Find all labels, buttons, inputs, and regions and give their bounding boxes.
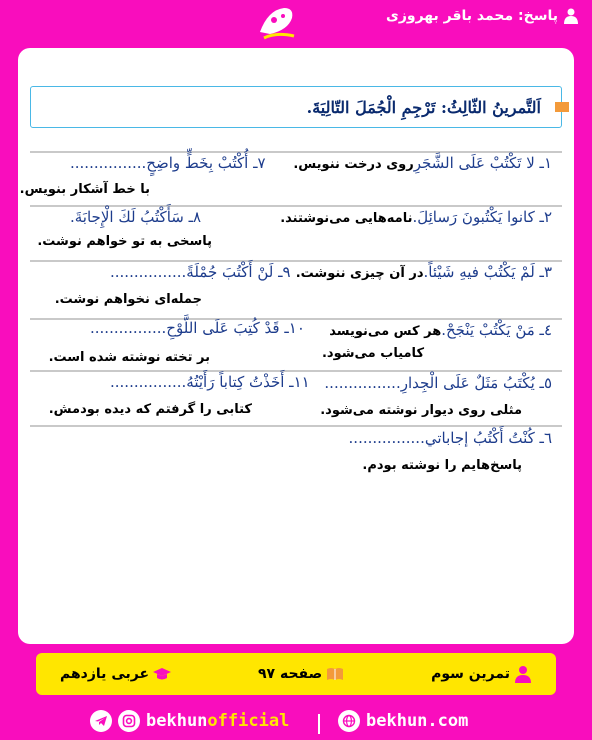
- answer-dots: ...............: [110, 373, 182, 391]
- persian-translation: نامه‌هایی می‌نوشتند.: [280, 211, 413, 226]
- row-divider: [30, 425, 562, 427]
- arabic-sentence: ٢ـ كانوا يَكْتُبونَ رَسائِلَ.: [412, 208, 552, 226]
- user-icon: [564, 8, 578, 24]
- translation-6: پاسخ‌هایم را نوشته بودم.: [362, 458, 522, 473]
- author-credit: [386, 8, 578, 24]
- persian-translation: در آن چیزی ننوشت.: [295, 266, 424, 281]
- exercise-5: [324, 373, 552, 392]
- open-book-icon: [326, 665, 344, 683]
- exercise-11: [110, 372, 310, 391]
- persian-translation: هر کس می‌نویسد: [329, 324, 442, 339]
- exercise-1: [293, 153, 552, 172]
- arabic-sentence: ٥ـ يُكْتَبُ مَثَلٌ عَلَى الْجِدارِ.: [395, 374, 552, 392]
- arabic-sentence: ١٠ـ قَدْ كُتِبَ عَلَى اللَّوْحِ.: [161, 319, 305, 337]
- handle-part-a: bekhun: [146, 711, 208, 731]
- arabic-sentence: ٣ـ لَمْ يَكْتُبْ فيهِ شَيْئاً.: [423, 263, 552, 281]
- exercise-7: [70, 153, 266, 172]
- exercise-title-box: [30, 86, 562, 128]
- instagram-icon: [118, 710, 140, 732]
- arabic-sentence: ١ـ لا تَكْتُبْ عَلَى الشَّجَرِ: [413, 154, 552, 172]
- arabic-sentence: ٧ـ أُكْتُبْ بِخَطٍّ واضِحٍ.: [141, 154, 266, 172]
- social-bar: [0, 706, 592, 740]
- exercise-6: [349, 428, 552, 447]
- translation-10: بر تخته نوشته شده است.: [48, 350, 210, 365]
- author-text: پاسخ: محمد باقر بهروزی: [385, 8, 558, 24]
- arabic-sentence: ٤ـ مَنْ يَكْتُبْ يَنْجَحْ.: [441, 321, 552, 339]
- worksheet-sheet: [18, 48, 574, 644]
- header: [0, 0, 592, 40]
- graduation-cap-icon: [153, 665, 171, 683]
- footer-book: عربی یازدهم: [60, 665, 171, 683]
- arabic-sentence: ٦ـ كُنْتُ أَكْتُبُ إجاباتي.: [420, 429, 552, 447]
- translation-4b: کامیاب می‌شود.: [321, 346, 424, 361]
- exercise-4: [329, 320, 552, 339]
- social-separator: [318, 714, 320, 734]
- website-link[interactable]: [338, 710, 468, 732]
- title-marker: [555, 102, 569, 112]
- answer-dots: ...............: [348, 429, 421, 447]
- footer-bar: [36, 653, 556, 695]
- exercise-9: [110, 262, 291, 281]
- footer-exercise: تمرین سوم: [431, 665, 532, 683]
- answer-dots: ...............: [70, 154, 142, 172]
- answer-dots: ...............: [90, 319, 162, 337]
- exercise-8: [70, 207, 201, 226]
- exercise-10: [90, 318, 305, 337]
- answer-dots: ...............: [110, 263, 182, 281]
- website-text: bekhun.com: [366, 711, 469, 731]
- handle-part-b: official: [207, 711, 290, 731]
- translation-9: جمله‌ای نخواهم نوشت.: [54, 292, 202, 307]
- student-icon: [514, 665, 532, 683]
- arabic-sentence: ٨ـ سَأَكْتُبُ لَكَ الْإِجابَةَ.: [70, 208, 202, 226]
- answer-dots: ...............: [324, 374, 396, 392]
- social-handle[interactable]: [90, 710, 289, 732]
- translation-11: کتابی را گرفتم که دیده بودمش.: [48, 402, 252, 417]
- translation-7: با خط آشکار بنویس.: [19, 182, 150, 197]
- exercise-title: اَلتَّمرينُ الثّالِثُ: تَرْجِمِ الْجُمَلَ التّالِيَةَ.: [306, 97, 541, 117]
- telegram-icon: [90, 710, 112, 732]
- arabic-sentence: ١١ـ أَخَذْتُ كِتاباً رَأَيْتُهُ.: [181, 373, 310, 391]
- translation-5: مثلی روی دیوار نوشته می‌شود.: [320, 403, 522, 418]
- exercise-3: [296, 262, 552, 281]
- bekhun-logo: [254, 2, 300, 42]
- globe-icon: [338, 710, 360, 732]
- footer-page: صفحه ۹۷: [258, 665, 344, 683]
- exercise-2: [280, 207, 552, 226]
- translation-8: پاسخی به تو خواهم نوشت.: [37, 234, 212, 249]
- arabic-sentence: ٩ـ لَنْ أَكْتُبَ جُمْلَةً.: [181, 263, 291, 281]
- persian-translation: روی درخت ننویس.: [293, 157, 414, 172]
